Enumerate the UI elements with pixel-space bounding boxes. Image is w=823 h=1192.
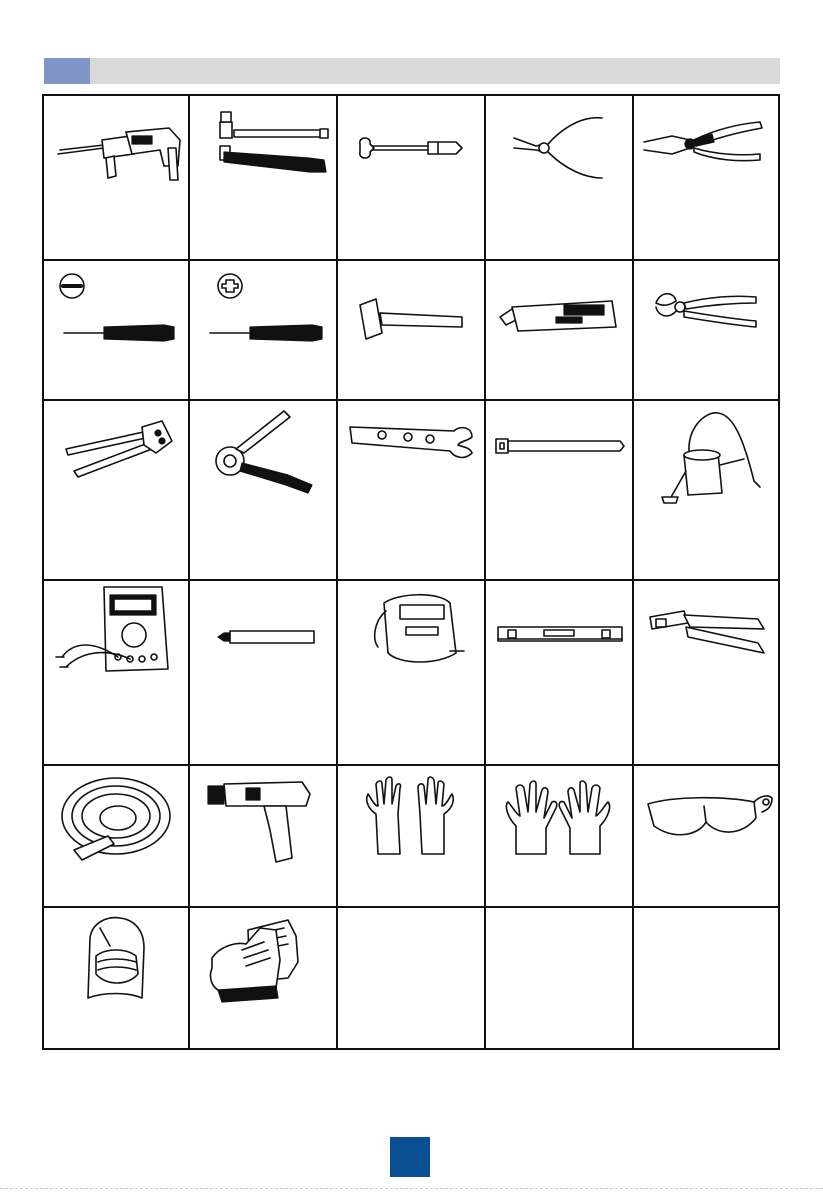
tool-cell	[189, 907, 337, 1049]
tool-cell	[43, 95, 189, 260]
tool-cell	[189, 765, 337, 907]
level-icon	[486, 581, 630, 681]
torque-socket-wrench-icon	[190, 96, 334, 186]
crimping-tool-icon	[44, 401, 186, 491]
marker-icon	[190, 581, 334, 681]
hydraulic-pliers-icon	[634, 581, 776, 681]
heat-shrink-tubing-icon	[44, 766, 186, 866]
hammer-drill-icon	[44, 96, 186, 186]
tool-cell	[485, 765, 633, 907]
tool-cell	[189, 580, 337, 765]
tool-cell	[43, 907, 189, 1049]
safety-goggles-icon	[634, 766, 776, 866]
section-title-bar	[44, 58, 780, 84]
tool-cell	[43, 400, 189, 580]
page-number-badge	[390, 1137, 430, 1177]
tools-table	[42, 94, 780, 1050]
tool-cell	[337, 580, 485, 765]
tool-cell	[337, 260, 485, 400]
multimeter-icon	[44, 581, 186, 681]
tool-cell	[337, 400, 485, 580]
tool-cell	[337, 765, 485, 907]
tool-cell	[633, 907, 779, 1049]
phillips-screwdriver-icon	[190, 261, 334, 357]
cable-cutter-icon	[634, 261, 776, 357]
table-row	[43, 907, 779, 1049]
tool-cell	[485, 95, 633, 260]
section-title-accent	[44, 58, 90, 84]
diagonal-pliers-icon	[486, 96, 630, 186]
tool-cell	[337, 907, 485, 1049]
tool-cell	[43, 260, 189, 400]
vacuum-cleaner-icon	[634, 401, 776, 511]
tool-cell	[485, 580, 633, 765]
table-row	[43, 260, 779, 400]
rubber-mallet-icon	[338, 261, 482, 357]
tool-cell	[43, 765, 189, 907]
tool-cell	[485, 400, 633, 580]
wire-stripper-icon	[634, 96, 776, 186]
tool-cell	[633, 95, 779, 260]
insulated-gloves-icon	[338, 766, 482, 866]
protective-gloves-icon	[486, 766, 630, 866]
torque-wrench-icon	[338, 96, 482, 186]
tool-cell	[189, 260, 337, 400]
dust-mask-icon	[44, 908, 186, 1008]
table-row	[43, 765, 779, 907]
connector-removal-wrench-icon	[338, 401, 482, 491]
tool-cell	[485, 907, 633, 1049]
footer-divider	[0, 1188, 823, 1189]
cord-end-terminal-crimper-icon	[190, 401, 334, 511]
tool-cell	[485, 260, 633, 400]
measuring-tape-icon	[338, 581, 482, 681]
tool-cell	[43, 580, 189, 765]
tool-cell	[633, 260, 779, 400]
safety-boots-icon	[190, 908, 334, 1008]
table-row	[43, 580, 779, 765]
utility-knife-icon	[486, 261, 630, 357]
tool-cell	[337, 95, 485, 260]
tool-cell	[189, 95, 337, 260]
tool-cell	[633, 580, 779, 765]
table-row	[43, 400, 779, 580]
heat-gun-icon	[190, 766, 334, 876]
tool-cell	[633, 765, 779, 907]
cable-tie-icon	[486, 401, 630, 491]
table-row	[43, 95, 779, 260]
tool-cell	[189, 400, 337, 580]
flat-head-screwdriver-icon	[44, 261, 186, 357]
tool-cell	[633, 400, 779, 580]
